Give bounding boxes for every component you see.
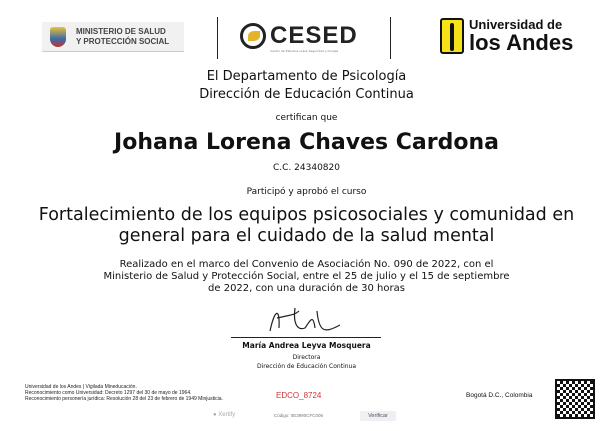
andes-logo: Universidad de los Andes bbox=[440, 18, 573, 54]
verify-code: Código: 0E3990CFC006 bbox=[274, 413, 324, 418]
course-title-1: Fortalecimiento de los equipos psicosociales y comunidad en bbox=[38, 205, 575, 225]
certify-text: certifican que bbox=[275, 113, 338, 123]
qr-code[interactable] bbox=[555, 379, 595, 419]
signer-role: Directora bbox=[292, 354, 321, 361]
legal-text: Universidad de los Andes | Vigilada Mineducación. Reconocimiento como Universidad: Decreto 1297 del 30 de mayo de 1964. Reconocimiento personería jurídica: Resolución 28 del 23 de febrero de 1949 Minjusticia. bbox=[25, 384, 223, 402]
xertify-logo: ● Xertify bbox=[213, 412, 236, 418]
andes-icon bbox=[440, 18, 464, 54]
signature bbox=[265, 303, 345, 337]
department: El Departamento de Psicología bbox=[206, 69, 407, 84]
ministerio-logo: MINISTERIO DE SALUD Y PROTECCIÓN SOCIAL bbox=[42, 22, 184, 52]
xertify-icon: ● bbox=[213, 412, 219, 418]
signer-dept: Dirección de Educación Continua bbox=[256, 363, 357, 370]
place: Bogotá D.C., Colombia bbox=[466, 392, 533, 399]
coat-of-arms-icon bbox=[50, 27, 66, 47]
divider bbox=[390, 17, 391, 59]
course-title-2: general para el cuidado de la salud mental bbox=[118, 226, 495, 246]
cesed-icon bbox=[240, 23, 266, 49]
recipient-id: C.C. 24340820 bbox=[273, 163, 340, 173]
signature-line bbox=[231, 337, 381, 338]
certificate-code: EDCO_8724 bbox=[276, 391, 322, 400]
recipient-name: Johana Lorena Chaves Cardona bbox=[114, 130, 499, 155]
verify-button[interactable]: Verificar bbox=[360, 411, 396, 421]
direction: Dirección de Educación Continua bbox=[199, 87, 414, 102]
divider bbox=[217, 17, 218, 59]
signer-name: María Andrea Leyva Mosquera bbox=[242, 341, 371, 350]
course-intro: Participó y aprobó el curso bbox=[246, 187, 367, 197]
cesed-logo: CESED Centro de Estudios sobre Seguridad y Drogas bbox=[240, 22, 358, 50]
course-description: Realizado en el marco del Convenio de Asociación No. 090 de 2022, con el Ministerio de Salud y Protección Social, entre el 25 de julio y el 15 de septiembre de 2022, con una duración de 30 horas bbox=[103, 259, 510, 294]
